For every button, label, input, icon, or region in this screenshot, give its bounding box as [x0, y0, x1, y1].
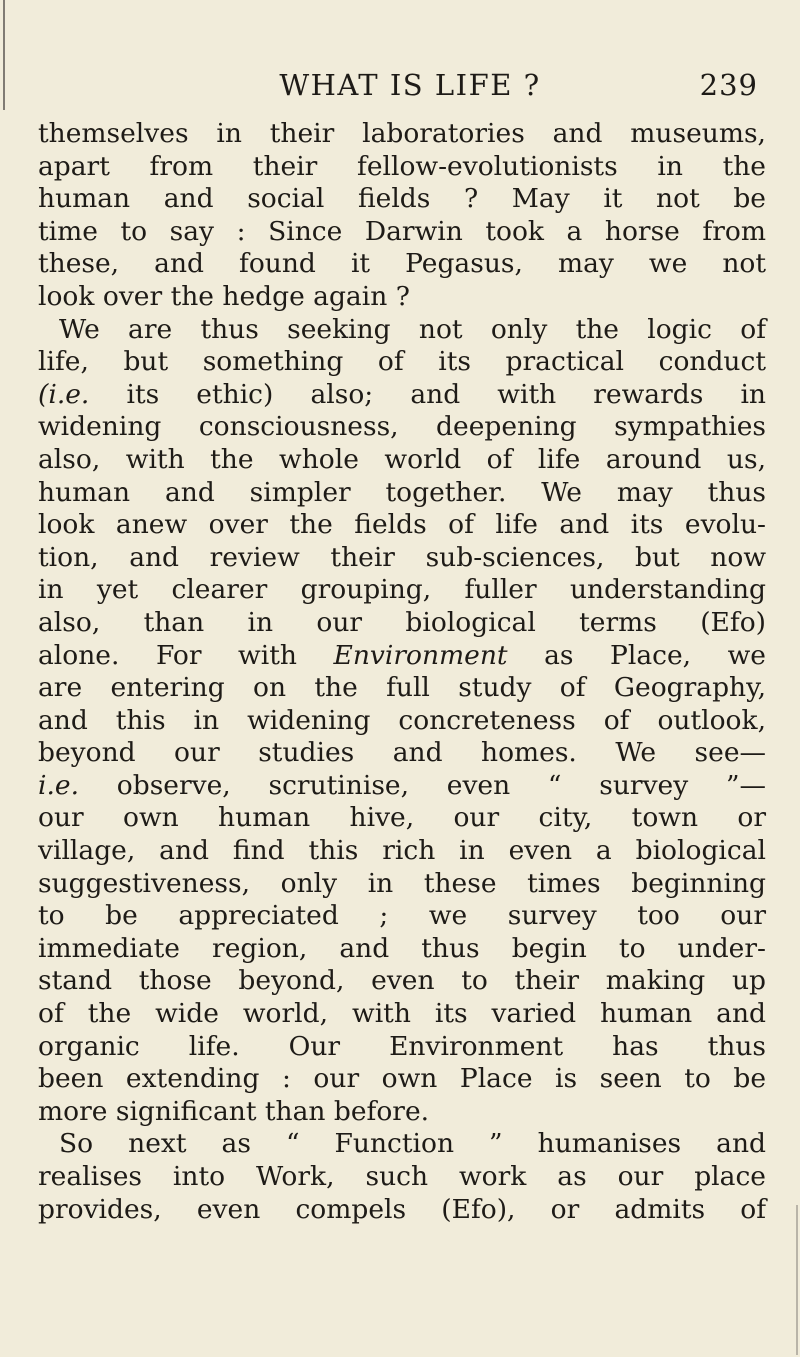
text-line: apart from their fellow-evolutionists in the	[38, 150, 766, 182]
text-line: and this in widening concreteness of outlook,	[38, 704, 766, 736]
text-line: also, with the whole world of life around us,	[38, 443, 766, 475]
text-line-with-italic	[38, 379, 766, 412]
page-number: 239	[699, 68, 758, 102]
text-line: human and social fields ? May it not be	[38, 183, 766, 215]
italic-ie: i.e.	[38, 769, 80, 801]
text-line: in yet clearer grouping, fuller understanding	[38, 574, 766, 606]
text-line: been extending : our own Place is seen to be	[38, 1063, 766, 1095]
text-line: to be appreciated ; we survey too our	[38, 900, 766, 932]
text-line: these, and found it Pegasus, may we not	[38, 248, 766, 280]
text-line: human and simpler together. We may thus	[38, 476, 766, 508]
text-line-with-italic	[38, 770, 766, 803]
text-line: village, and find this rich in even a biological	[38, 835, 766, 867]
text-line: look anew over the fields of life and its evolu-	[38, 509, 766, 541]
page-edge-shadow-bottom	[796, 1205, 798, 1355]
paragraph-start-line: We are thus seeking not only the logic of	[59, 313, 766, 345]
text-line: beyond our studies and homes. We see—	[38, 737, 766, 769]
text-line: more significant than before.	[38, 1095, 430, 1127]
text-fragment: its ethic) also; and with rewards in	[126, 378, 766, 410]
text-fragment: observe, scrutinise, even “ survey ”—	[116, 769, 766, 801]
body-text	[38, 118, 766, 1226]
text-line-with-italic	[38, 640, 766, 673]
text-line: suggestiveness, only in these times beginning	[38, 867, 766, 899]
running-title: WHAT IS LIFE ?	[279, 68, 541, 102]
text-line: themselves in their laboratories and museums,	[38, 118, 766, 149]
text-line: our own human hive, our city, town or	[38, 802, 766, 834]
paragraph-start-line: So next as “ Function ” humanises and	[59, 1128, 766, 1160]
text-line: are entering on the full study of Geography,	[38, 672, 766, 704]
text-fragment: as Place, we	[544, 639, 766, 671]
text-line: immediate region, and thus begin to under-	[38, 932, 766, 964]
text-line: provides, even compels (Efo), or admits of	[38, 1193, 766, 1225]
text-line: look over the hedge again ?	[38, 280, 410, 312]
text-line: tion, and review their sub-sciences, but now	[38, 541, 766, 573]
text-line: widening consciousness, deepening sympathies	[38, 411, 766, 443]
text-line: realises into Work, such work as our place	[38, 1161, 766, 1192]
running-head	[0, 68, 800, 108]
text-fragment: alone. For with	[38, 639, 297, 671]
text-line: life, but something of its practical conduct	[38, 346, 766, 378]
text-line: stand those beyond, even to their making up	[38, 965, 766, 997]
text-line: also, than in our biological terms (Efo)	[38, 606, 766, 638]
text-line: time to say : Since Darwin took a horse from	[38, 215, 766, 247]
text-line: organic life. Our Environment has thus	[38, 1030, 766, 1062]
italic-environment: Environment	[333, 639, 508, 671]
text-line: of the wide world, with its varied human and	[38, 998, 766, 1030]
italic-ie: (i.e.	[38, 378, 90, 410]
